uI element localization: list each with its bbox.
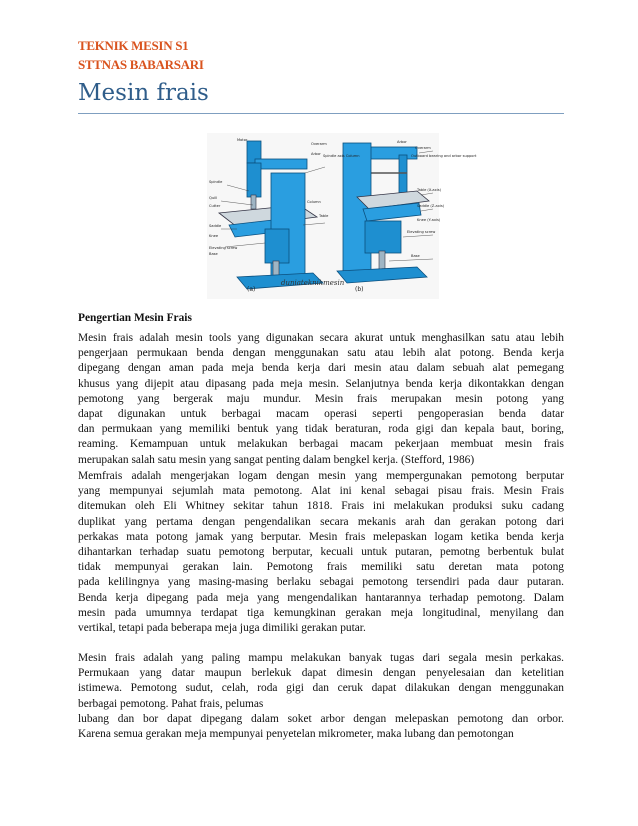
paragraph-3: [78, 651, 564, 742]
figure-part-label: Base: [209, 252, 218, 256]
figure-part-label: Spindle axis Column: [323, 154, 360, 158]
header-line-2: STTNAS BABARSARI: [78, 57, 204, 72]
section-heading: Pengertian Mesin Frais: [78, 312, 192, 324]
figure-part-label: Motor: [237, 138, 248, 142]
figure-part-label: Saddle (Z-axis): [417, 204, 445, 208]
text-line: dipegang dengan aman pada meja benda kerja dari mesin atau dalam sebuah alat pemegang: [78, 362, 564, 375]
text-line: tidak mempunyai gerakan lain. Pemotong frais memiliki satu deretan mata potong: [78, 561, 564, 574]
text-line: istimewa. Pemotong sudut, celah, roda gigi dan ceruk dapat dilakukan dengan menggunakan: [78, 682, 564, 695]
text-line: Memfrais adalah mengerjakan logam dengan mesin yang mempergunakan pemotong berputar: [78, 470, 564, 482]
figure-part-label: Knee (Y-axis): [417, 218, 441, 222]
text-line: Mesin frais adalah yang paling mampu melakukan banyak tugas dari segala mesin perkakas.: [78, 652, 564, 664]
text-line: perkakas mata potong jamak yang berputar. Mesin frais melepaskan logam ketika benda kerja: [78, 530, 564, 543]
figure-part-label: Knee: [209, 234, 219, 238]
figure-part-label: Overarm: [415, 146, 431, 150]
figure-part-label: Overarm: [311, 142, 327, 146]
figure-part-label: Elevating screw: [209, 246, 238, 250]
text-line: duplikat yang pertama dengan pengendalikan secara mekanis arah dan gerakan potong dari: [78, 515, 564, 528]
text-line: Mesin frais adalah mesin tools yang digunakan secara akurat untuk menghasilkan satu atau lebih: [78, 332, 564, 344]
text-line: reaming. Kemampuan untuk melakukan berbagai macam pekerjaan membuat mesin frais: [78, 438, 564, 451]
text-line: dan permukaan yang memiliki bentuk yang tidak beraturan, roda gigi dan kepala baut, boring,: [78, 423, 564, 436]
figure-part-label: Saddle: [209, 224, 222, 228]
header-line-1: TEKNIK MESIN S1: [78, 38, 189, 53]
figure-part-label: Column: [307, 200, 321, 204]
figure-part-label: Base: [411, 254, 420, 258]
text-line: pemotong yang bergerak maju mundur. Mesin frais merupakan mesin potong yang: [78, 392, 564, 405]
milling-machine-figure: [207, 133, 477, 299]
paragraph-2: [78, 469, 564, 636]
figure-label-b: (b): [355, 286, 364, 293]
figure-part-label: Outboard bearing and arbor support: [411, 154, 477, 158]
figure-part-label: Quill: [209, 196, 218, 200]
title-divider: [78, 113, 564, 114]
figure-part-label: Arbor: [311, 152, 321, 156]
figure-part-label: Arbor: [397, 140, 407, 144]
text-line: dapat digunakan untuk berbagai macam operasi seperti pengoperasian benda datar: [78, 407, 564, 420]
text-line: ditemukan oleh Eli Whitney sekitar tahun 1818. Frais ini melakukan produksi suku cadang: [78, 500, 564, 513]
text-line: Permukaan yang datar maupun berlekuk dapat dimesin dengan penyelesaian dan ketelitian: [78, 667, 564, 680]
figure-label-a: (a): [247, 286, 256, 293]
text-line: merupakan salah satu mesin yang sangat penting dalam bengkel kerja. (Stefford, 1986): [78, 453, 475, 466]
figure-caption: duniateknikmesin: [281, 279, 345, 287]
figure-part-label: Table (X-axis): [417, 188, 442, 192]
text-line: pengerjaan permukaan benda dengan menggunakan satu atau lebih alat potong. Benda kerja: [78, 347, 564, 360]
text-line: Benda kerja dipegang pada meja yang mengendalikan hantarannya terhadap pemotong. Dalam: [78, 591, 564, 604]
figure-part-label: Spindle: [209, 180, 223, 184]
text-line: khusus yang dijepit atau dipasang pada meja mesin. Selanjutnya benda kerja dikontakkan dengan: [78, 377, 564, 390]
figure-part-label: Elevating screw: [407, 230, 436, 234]
text-line: yang mempunyai sejumlah mata pemotong. Alat ini kenal sebagai pisau frais. Mesin Frais: [78, 485, 564, 498]
page-title: Mesin frais: [78, 80, 209, 106]
text-line: berbagai pemotong. Pahat frais, pelumas: [78, 697, 264, 710]
text-line: pada kelilingnya yang masing-masing berlaku sebagai pemotong tersendiri pada daur putaran.: [78, 576, 564, 589]
text-line: Karena semua gerakan meja mempunyai penyetelan mikrometer, maka lubang dan pemotongan: [78, 727, 514, 740]
figure-part-label: Cutter: [209, 204, 221, 208]
text-line: lubang dan bor dapat dipegang dalam soket arbor dengan melepaskan pemotong dan orbor.: [78, 712, 564, 725]
paragraph-1: [78, 331, 564, 468]
text-line: vertikal, tetapi pada beberapa meja juga dimiliki gerakan putar.: [78, 621, 366, 634]
text-line: mesin pada umumnya terdapat tiga kemungkinan gerakan meja longitudinal, menyilang dan: [78, 606, 564, 619]
text-line: dihantarkan terhadap suatu pemotong berputar, kecuali untuk putaran, pemotng berbentuk bulat: [78, 545, 564, 558]
figure-part-label: Table: [319, 214, 329, 218]
